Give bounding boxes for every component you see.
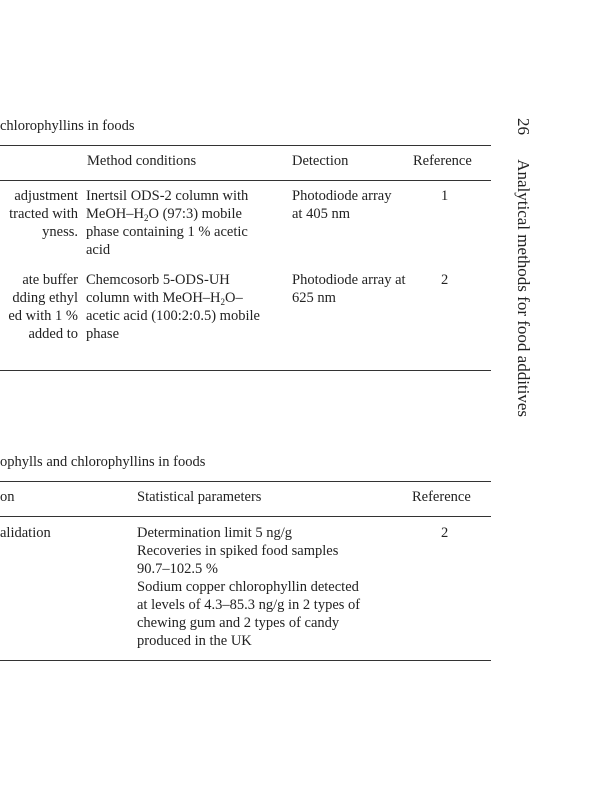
table2-header-rule <box>0 516 491 517</box>
table1-caption: chlorophyllins in foods <box>0 118 135 134</box>
table1-header-detection: Detection <box>292 153 349 169</box>
running-header <box>512 118 534 417</box>
table1-header-method: Method conditions <box>87 153 197 169</box>
running-title: Analytical methods for food additives <box>514 159 533 418</box>
table2-header-first: on <box>0 489 15 505</box>
table2-header-stats: Statistical parameters <box>137 489 262 505</box>
table2-bottom-rule <box>0 660 491 661</box>
table2-top-rule <box>0 481 491 482</box>
table1-row1-reference: 1 <box>441 188 449 204</box>
table2-header-reference: Reference <box>412 489 471 505</box>
table1-row1-prep: adjustment tracted with yness. <box>9 188 78 240</box>
table1-row2-detection: Photodiode array at 625 nm <box>292 272 406 306</box>
table2-caption: ophylls and chlorophyllins in foods <box>0 454 206 470</box>
table1-header-rule <box>0 180 491 181</box>
table1-row1-detection: Photodiode array at 405 nm <box>292 188 392 222</box>
table1-row2-reference: 2 <box>441 272 449 288</box>
table2-row1-first: alidation <box>0 525 51 541</box>
table2-row1-stats: Determination limit 5 ng/g Recoveries in spiked food samples 90.7–102.5 % Sodium copper chlorophyllin detected at levels of 4.3–85.3 ng/g in 2 types of chewing gum and 2 types of candy produced in the UK <box>137 525 361 649</box>
table1-top-rule <box>0 145 491 146</box>
table1-bottom-rule <box>0 370 491 371</box>
table1-row1-method: Inertsil ODS-2 column with MeOH–$H_2O$ (97:3) mobile phase containing 1 % acetic acid <box>86 188 249 258</box>
table1-row2-prep: ate buffer dding ethyl ed with 1 % added to <box>8 272 78 342</box>
page-number: 26 <box>514 118 533 135</box>
table1-row2-method: Chemcosorb 5-ODS-UH column with MeOH–$H_2O-$ acetic acid (100:2:0.5) mobile phase <box>86 272 260 342</box>
table2-row1-reference: 2 <box>441 525 449 541</box>
table1-header-reference: Reference <box>413 153 472 169</box>
